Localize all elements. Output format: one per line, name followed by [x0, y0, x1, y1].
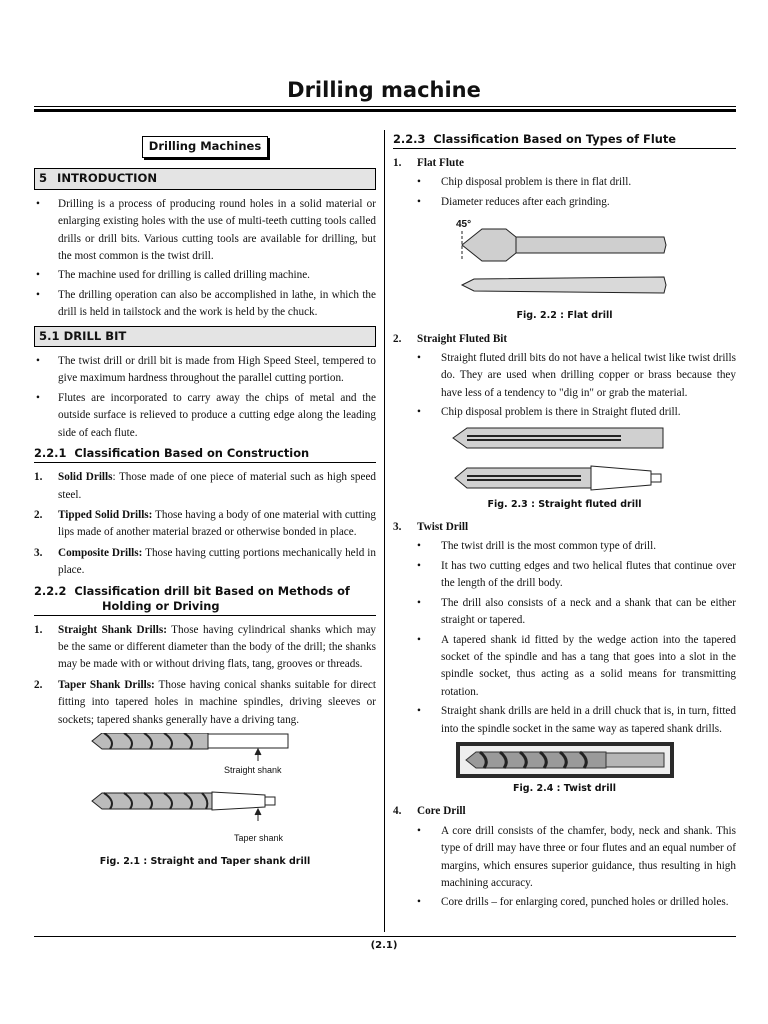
item-lead: Taper Shank Drills:	[58, 678, 155, 691]
drill-bit-heading: 5.1 DRILL BIT	[34, 326, 376, 347]
item-heading: Twist Drill	[417, 521, 469, 534]
taper-shank-drill-drawing	[92, 792, 275, 821]
list-item: • Straight shank drills are held in a drill chuck that is, in turn, fitted into the spindle socket in the same way as tapered shank drills.	[393, 703, 736, 738]
column-divider	[384, 130, 385, 932]
title-double-rule	[34, 106, 736, 112]
introduction-number: 5	[39, 171, 48, 186]
flat-flute-heading	[393, 155, 736, 172]
right-column	[393, 130, 736, 916]
section-boxed-title: Drilling Machines	[142, 136, 268, 158]
holding-number: 2.2.2	[34, 583, 67, 598]
item-heading: Straight Fluted Bit	[417, 332, 508, 345]
item-text: Those having cutting portions mechanically held in place.	[58, 546, 376, 577]
flat-drill-figure	[454, 215, 676, 305]
core-drill-heading	[393, 803, 736, 820]
list-item: • Straight fluted drill bits do not have a helical twist like twist drills do. They are used when drilling copper or brass because they have less of a tendency to "dig in" or grab the material.	[393, 350, 736, 402]
list-item	[34, 469, 376, 504]
page-title: Drilling machine	[287, 78, 481, 102]
list-item: • Drilling is a process of producing round holes in a solid material or enlarging existing holes with the use of multi-teeth cutting tools called drills or drill bits. Various cutting tools are available for drilling, but the most common is the twist drill.	[34, 196, 376, 266]
introduction-list	[34, 196, 376, 322]
list-item: • The drilling operation can also be accomplished in lathe, in which the drill is held in tailstock and the work is held by the chuck.	[34, 287, 376, 322]
holding-list	[34, 622, 376, 729]
list-item: • The drill also consists of a neck and a shank that can be either straight or tapered.	[393, 595, 736, 630]
item-text: Those having conical shanks suitable for direct fitting into tapered holes in machine spindles, driving sleeves or sockets; tapered shanks generally have a driving tang.	[58, 678, 376, 726]
list-item	[34, 622, 376, 674]
list-item	[34, 507, 376, 542]
straight-fluted-drill-drawing	[453, 428, 663, 490]
page-number: (2.1)	[370, 940, 398, 951]
twist-drill-figure	[456, 742, 674, 778]
twist-drill-photo	[456, 742, 674, 778]
flute-heading	[393, 132, 736, 149]
straight-fluted-list	[393, 350, 736, 422]
construction-heading-text: Classification Based on Construction	[74, 446, 310, 461]
item-number: 2.	[34, 508, 43, 521]
item-lead: Solid Drills	[58, 471, 113, 484]
figure-caption: Fig. 2.1 : Straight and Taper shank drill	[99, 855, 311, 867]
item-number: 3.	[34, 546, 43, 559]
holding-heading-text: Classification drill bit Based on Methods of	[74, 583, 350, 598]
flute-number: 2.2.3	[393, 132, 426, 146]
item-number: 4.	[393, 805, 402, 818]
construction-number: 2.2.1	[34, 446, 67, 461]
item-lead: Tipped Solid Drills:	[58, 508, 153, 521]
figure-caption: Fig. 2.2 : Flat drill	[516, 310, 613, 322]
item-number: 2.	[393, 332, 402, 345]
construction-list	[34, 469, 376, 579]
item-heading: Flat Flute	[417, 157, 464, 169]
list-item: • Chip disposal problem is there in flat drill.	[393, 174, 736, 191]
list-item: • A tapered shank id fitted by the wedge action into the tapered socket of the spindle and has a tang that goes into a slot in the spindle socket, thus acting as a solid means for transmitting rotation.	[393, 632, 736, 702]
list-item: • A core drill consists of the chamfer, body, neck and shank. This type of drill may have three or four flutes and an equal number of margins, which ensures superior guidance, thus resulting in high machining accuracy.	[393, 823, 736, 893]
introduction-heading-text: INTRODUCTION	[57, 171, 158, 186]
list-item: • Diameter reduces after each grinding.	[393, 194, 736, 211]
list-item: • Flutes are incorporated to carry away the chips of metal and the outside surface is relieved to produce a cutting edge along the leading side of each flute.	[34, 390, 376, 442]
straight-fluted-drill-figure	[451, 426, 679, 494]
core-drill-list	[393, 823, 736, 912]
straight-shank-drill-drawing	[92, 733, 288, 761]
list-item: • The twist drill is the most common type of drill.	[393, 538, 736, 555]
item-number: 1.	[34, 471, 43, 484]
item-heading: Core Drill	[417, 805, 466, 818]
list-item: • Chip disposal problem is there in Straight fluted drill.	[393, 404, 736, 421]
holding-heading	[34, 584, 376, 616]
item-number: 3.	[393, 521, 402, 534]
item-number: 1.	[393, 157, 402, 169]
list-item	[34, 545, 376, 580]
item-lead: Straight Shank Drills:	[58, 623, 167, 636]
list-item: • Core drills – for enlarging cored, punched holes or drilled holes.	[393, 894, 736, 911]
flat-flute-list	[393, 174, 736, 211]
list-item	[34, 677, 376, 729]
straight-shank-label: Straight shank	[224, 764, 282, 775]
introduction-heading	[34, 168, 376, 189]
item-text: : Those made of one piece of material such as high speed steel.	[58, 471, 377, 501]
flat-drill-drawing	[462, 229, 666, 293]
twist-drill-heading	[393, 519, 736, 536]
footer-rule	[34, 936, 736, 937]
angle-label: 45°	[455, 219, 471, 231]
straight-taper-shank-drill-figure	[90, 733, 320, 851]
figure-caption: Fig. 2.3 : Straight fluted drill	[487, 498, 642, 510]
twist-drill-list	[393, 538, 736, 737]
flute-heading-text: Classification Based on Types of Flute	[433, 132, 677, 146]
holding-heading-cont: Holding or Driving	[102, 598, 220, 613]
left-column	[34, 130, 376, 876]
taper-shank-label: Taper shank	[234, 832, 284, 843]
item-text: Those having cylindrical shanks which may be the same or different diameter than the body of the drill; the shanks may be made with or without driving flats, tang, grooves or threads.	[58, 623, 376, 671]
list-item: • It has two cutting edges and two helical flutes that continue over the length of the drill body.	[393, 558, 736, 593]
item-lead: Composite Drills:	[58, 546, 143, 559]
drill-bit-list	[34, 353, 376, 442]
figure-caption: Fig. 2.4 : Twist drill	[513, 782, 616, 794]
item-number: 2.	[34, 678, 43, 691]
item-number: 1.	[34, 623, 43, 636]
item-text: Those having a body of one material with cutting lips made of another material brazed or otherwise bonded in place.	[58, 508, 376, 539]
list-item: • The machine used for drilling is called drilling machine.	[34, 267, 376, 284]
straight-fluted-heading	[393, 331, 736, 348]
construction-heading	[34, 446, 376, 463]
list-item: • The twist drill or drill bit is made from High Speed Steel, tempered to give maximum hardness throughout the parallel cutting portion.	[34, 353, 376, 388]
